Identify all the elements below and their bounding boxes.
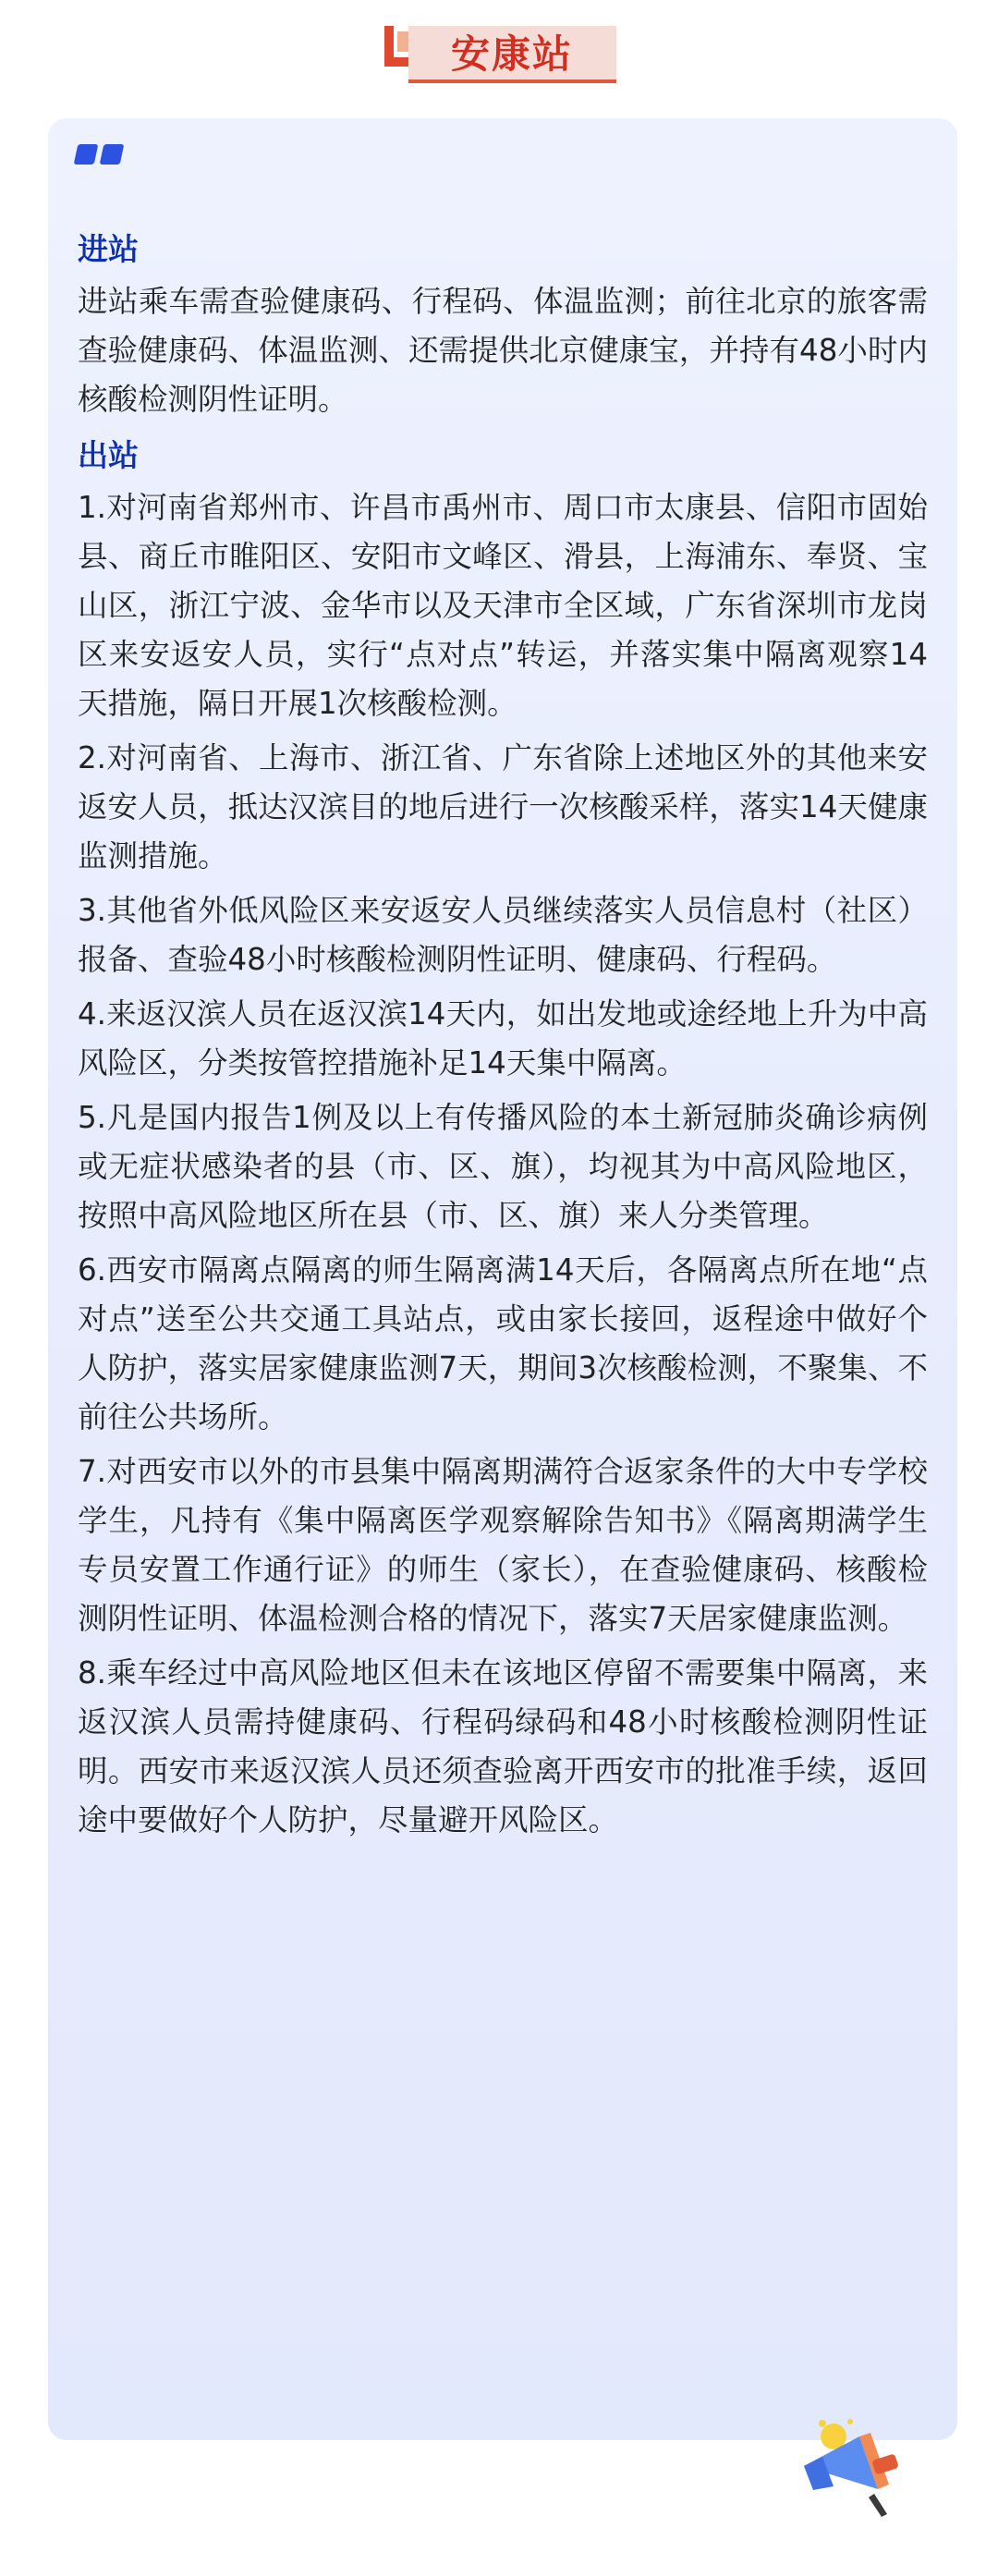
- quote-icon: [100, 144, 125, 165]
- exit-item-1: 1.对河南省郑州市、许昌市禹州市、周口市太康县、信阳市固始县、商丘市睢阳区、安阳市文峰区、滑县，上海浦东、奉贤、宝山区，浙江宁波、金华市以及天津市全区域，广东省深圳市龙岗区来安返安人员，实行“点对点”转运，并落实集中隔离观察14天措施，隔日开展1次核酸检测。: [78, 490, 928, 721]
- section-title-entry: 进站: [78, 231, 139, 267]
- title-banner: [381, 17, 623, 91]
- entry-text: 进站乘车需查验健康码、行程码、体温监测；前往北京的旅客需查验健康码、体温监测、还需提供北京健康宝，并持有48小时内核酸检测阴性证明。: [78, 284, 928, 417]
- megaphone-icon: [785, 2401, 915, 2521]
- exit-item-5: 5.凡是国内报告1例及以上有传播风险的本土新冠肺炎确诊病例或无症状感染者的县（市、区、旗），均视其为中高风险地区，按照中高风险地区所在县（市、区、旗）来人分类管理。: [78, 1100, 928, 1233]
- page-title: 安康站: [451, 31, 574, 77]
- exit-item-3: 3.其他省外低风险区来安返安人员继续落实人员信息村（社区）报备、查验48小时核酸检测阴性证明、健康码、行程码。: [78, 893, 928, 977]
- notice-card: [48, 118, 957, 2440]
- exit-item-4: 4.来返汉滨人员在返汉滨14天内，如出发地或途经地上升为中高风险区，分类按管控措施补足14天集中隔离。: [78, 996, 928, 1080]
- exit-item-8: 8.乘车经过中高风险地区但未在该地区停留不需要集中隔离，来返汉滨人员需持健康码、行程码绿码和48小时核酸检测阴性证明。西安市来返汉滨人员还须查验离开西安市的批准手续，返回途中要做好个人防护，尽量避开风险区。: [78, 1655, 928, 1837]
- exit-item-7: 7.对西安市以外的市县集中隔离期满符合返家条件的大中专学校学生，凡持有《集中隔离医学观察解除告知书》《隔离期满学生专员安置工作通行证》的师生（家长），在查验健康码、核酸检测阴性证明、体温检测合格的情况下，落实7天居家健康监测。: [78, 1454, 928, 1636]
- exit-item-2: 2.对河南省、上海市、浙江省、广东省除上述地区外的其他来安返安人员，抵达汉滨目的地后进行一次核酸采样，落实14天健康监测措施。: [78, 740, 928, 873]
- exit-item-6: 6.西安市隔离点隔离的师生隔离满14天后，各隔离点所在地“点对点”送至公共交通工具站点，或由家长接回，返程途中做好个人防护，落实居家健康监测7天，期间3次核酸检测，不聚集、不前往公共场所。: [78, 1252, 928, 1435]
- notice-content: [78, 222, 928, 1850]
- section-title-exit: 出站: [78, 437, 139, 473]
- quote-icon: [74, 144, 99, 165]
